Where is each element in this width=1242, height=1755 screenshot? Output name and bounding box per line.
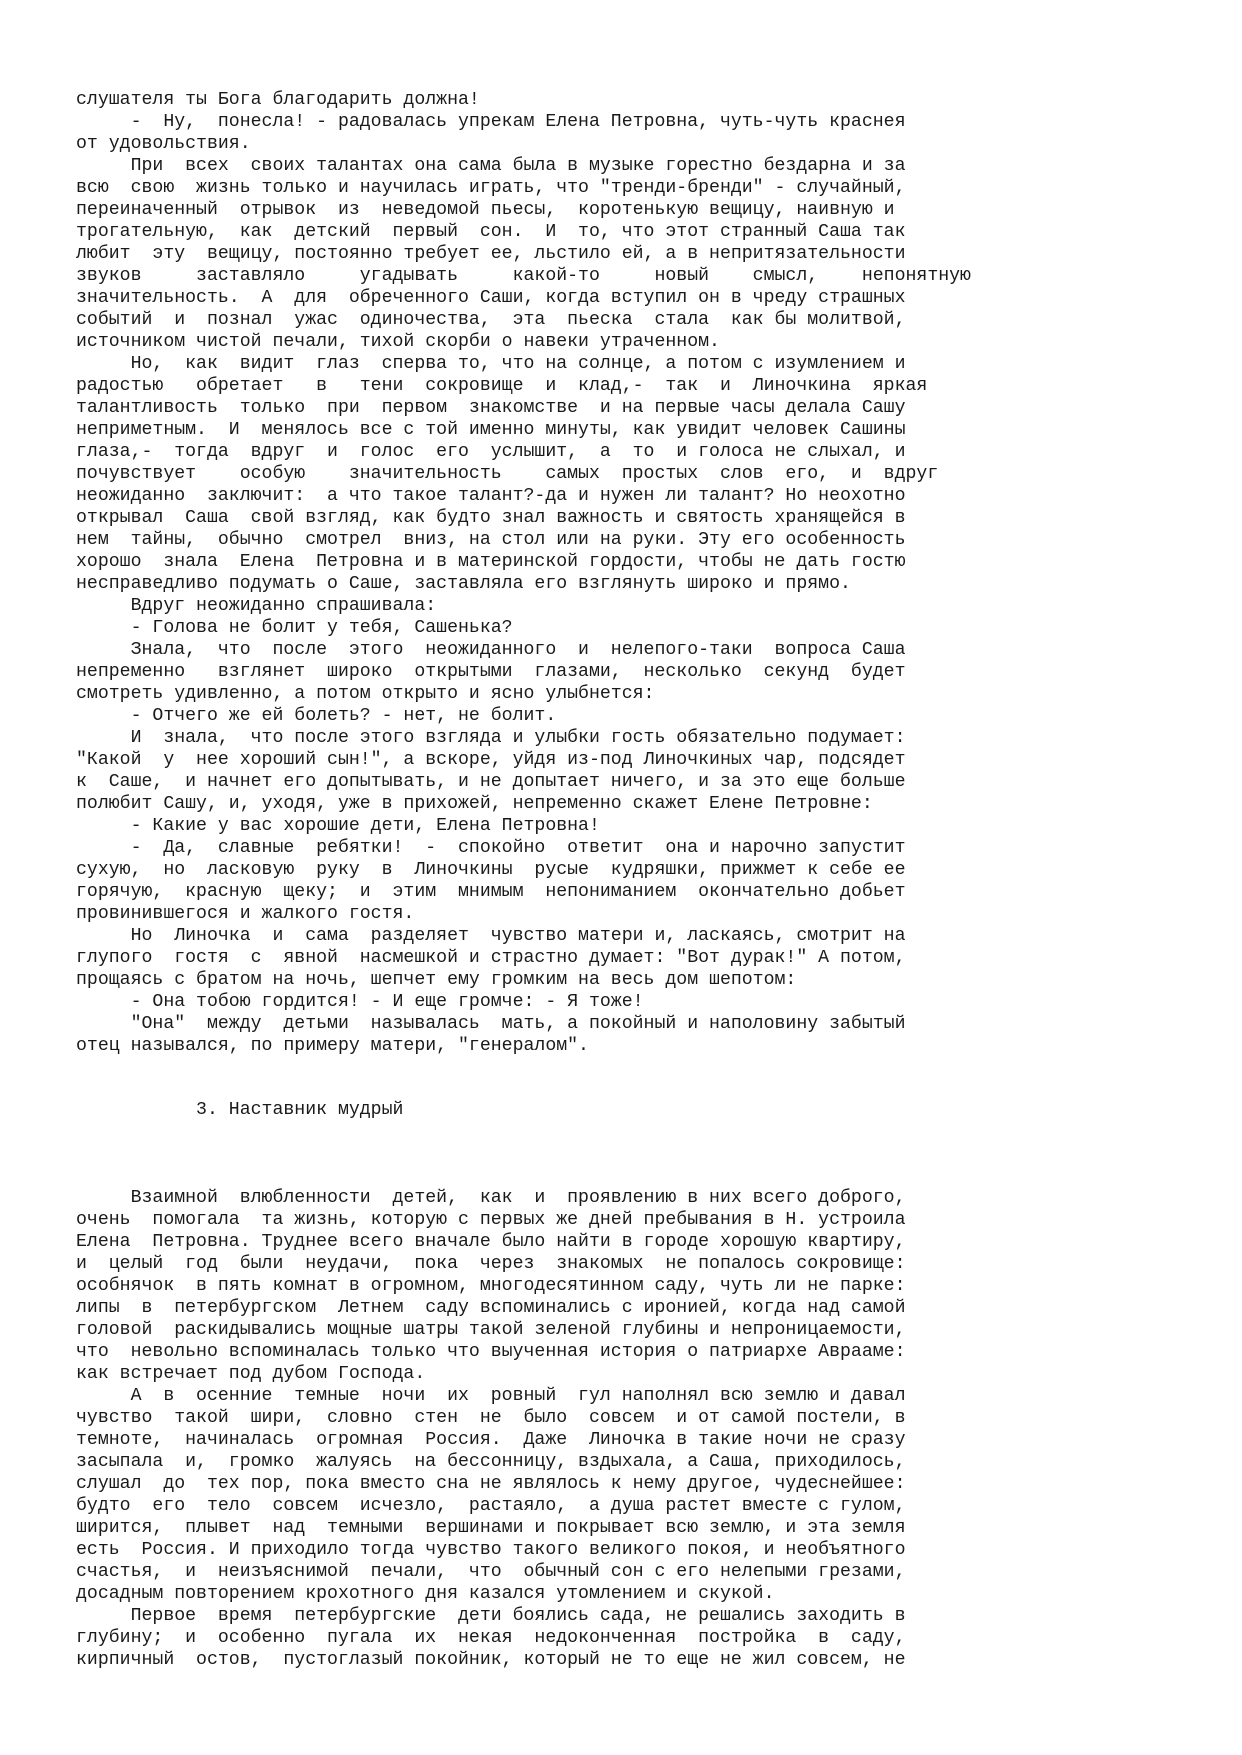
text-line: темноте, начиналась огромная Россия. Даже Линочка в такие ночи не сразу [76, 1430, 906, 1450]
text-line: - Какие у вас хорошие дети, Елена Петровна! [76, 816, 600, 836]
text-line: неожиданно заключит: а что такое талант?-да и нужен ли талант? Но неохотно [76, 486, 906, 506]
text-line: чувство такой шири, словно стен не было совсем и от самой постели, в [76, 1408, 906, 1428]
text-line: что невольно вспоминалась только что выученная история о патриархе Аврааме: [76, 1342, 906, 1362]
text-line: непременно взглянет широко открытыми глазами, несколько секунд будет [76, 662, 906, 682]
text-line: Но Линочка и сама разделяет чувство матери и, ласкаясь, смотрит на [76, 926, 906, 946]
text-line: При всех своих талантах она сама была в музыке горестно бездарна и за [76, 156, 906, 176]
text-line: Знала, что после этого неожиданного и нелепого-таки вопроса Саша [76, 640, 906, 660]
text-line: очень помогала та жизнь, которую с первых же дней пребывания в Н. устроила [76, 1210, 906, 1230]
text-line: всю свою жизнь только и научилась играть, что "тренди-бренди" - случайный, [76, 178, 906, 198]
text-line: событий и познал ужас одиночества, эта пьеска стала как бы молитвой, [76, 310, 906, 330]
text-line: будто его тело совсем исчезло, растаяло, а душа растет вместе с гулом, [76, 1496, 906, 1516]
text-line: открывал Саша свой взгляд, как будто знал важность и святость хранящейся в [76, 508, 906, 528]
text-line: ширится, плывет над темными вершинами и покрывает всю землю, и эта земля [76, 1518, 906, 1538]
text-line: "Какой у нее хороший сын!", а вскоре, уйдя из-под Линочкиных чар, подсядет [76, 750, 906, 770]
text-line: как встречает под дубом Господа. [76, 1364, 426, 1384]
text-line: - Ну, понесла! - радовалась упрекам Елена Петровна, чуть-чуть краснея [76, 112, 906, 132]
text-line: сухую, но ласковую руку в Линочкины русые кудряшки, прижмет к себе ее [76, 860, 906, 880]
text-line: полюбит Сашу, и, уходя, уже в прихожей, непременно скажет Елене Петровне: [76, 794, 873, 814]
text-line: Но, как видит глаз сперва то, что на солнце, а потом с изумлением и [76, 354, 906, 374]
text-line: хорошо знала Елена Петровна и в материнской гордости, чтобы не дать гостю [76, 552, 906, 572]
text-line: смотреть удивленно, а потом открыто и ясно улыбнется: [76, 684, 655, 704]
text-line: слушал до тех пор, пока вместо сна не являлось к нему другое, чудеснейшее: [76, 1474, 906, 1494]
text-line: досадным повторением крохотного дня казался утомлением и скукой. [76, 1584, 775, 1604]
text-line: глубину; и особенно пугала их некая недоконченная постройка в саду, [76, 1628, 906, 1648]
text-line: прощаясь с братом на ночь, шепчет ему громким на весь дом шепотом: [76, 970, 797, 990]
text-line: источником чистой печали, тихой скорби о навеки утраченном. [76, 332, 720, 352]
text-line: к Саше, и начнет его допытывать, и не допытает ничего, и за это еще больше [76, 772, 906, 792]
text-line: любит эту вещицу, постоянно требует ее, льстило ей, а в непритязательности [76, 244, 906, 264]
text-line: счастья, и неизъяснимой печали, что обычный сон с его нелепыми грезами, [76, 1562, 906, 1582]
text-line: неприметным. И менялось все с той именно минуты, как увидит человек Сашины [76, 420, 906, 440]
text-line: почувствует особую значительность самых простых слов его, и вдруг [76, 464, 939, 484]
text-line: - Отчего же ей болеть? - нет, не болит. [76, 706, 557, 726]
text-line: липы в петербургском Летнем саду вспоминались с иронией, когда над самой [76, 1298, 906, 1318]
text-line: кирпичный остов, пустоглазый покойник, который не то еще не жил совсем, не [76, 1650, 906, 1670]
text-line: несправедливо подумать о Саше, заставляла его взглянуть широко и прямо. [76, 574, 851, 594]
text-line: значительность. А для обреченного Саши, когда вступил он в чреду страшных [76, 288, 906, 308]
text-line: звуков заставляло угадывать какой-то новый смысл, непонятную [76, 266, 971, 286]
text-line: А в осенние темные ночи их ровный гул наполнял всю землю и давал [76, 1386, 906, 1406]
text-line: Вдруг неожиданно спрашивала: [76, 596, 437, 616]
text-block-bottom [76, 1187, 1022, 1671]
text-line: головой раскидывались мощные шатры такой зеленой глубины и непроницаемости, [76, 1320, 906, 1340]
text-line: талантливость только при первом знакомстве и на первые часы делала Сашу [76, 398, 906, 418]
text-line: особнячок в пять комнат в огромном, многодесятинном саду, чуть ли не парке: [76, 1276, 906, 1296]
text-line: Елена Петровна. Труднее всего вначале было найти в городе хорошую квартиру, [76, 1232, 906, 1252]
text-line: глаза,- тогда вдруг и голос его услышит, а то и голоса не слыхал, и [76, 442, 906, 462]
text-line: есть Россия. И приходило тогда чувство такого великого покоя, и необъятного [76, 1540, 906, 1560]
text-line: трогательную, как детский первый сон. И то, что этот странный Саша так [76, 222, 906, 242]
text-line: глупого гостя с явной насмешкой и страстно думает: "Вот дурак!" А потом, [76, 948, 906, 968]
text-line: - Она тобою гордится! - И еще громче: - Я тоже! [76, 992, 644, 1012]
text-line: и целый год были неудачи, пока через знакомых не попалось сокровище: [76, 1254, 906, 1274]
text-line: радостью обретает в тени сокровище и клад,- так и Линочкина яркая [76, 376, 928, 396]
text-line: засыпала и, громко жалуясь на бессонницу, вздыхала, а Саша, приходилось, [76, 1452, 906, 1472]
text-line: "Она" между детьми называлась мать, а покойный и наполовину забытый [76, 1014, 906, 1034]
text-line: - Да, славные ребятки! - спокойно ответит она и нарочно запустит [76, 838, 906, 858]
text-line: переиначенный отрывок из неведомой пьесы, коротенькую вещицу, наивную и [76, 200, 895, 220]
text-block-top [76, 89, 1022, 1057]
text-line: - Голова не болит у тебя, Сашенька? [76, 618, 513, 638]
text-line: горячую, красную щеку; и этим мнимым непониманием окончательно добьет [76, 882, 906, 902]
text-line: нем тайны, обычно смотрел вниз, на стол или на руки. Эту его особенность [76, 530, 906, 550]
text-line: слушателя ты Бога благодарить должна! [76, 90, 480, 110]
text-line: провинившегося и жалкого гостя. [76, 904, 415, 924]
chapter-heading: 3. Наставник мудрый [76, 1100, 404, 1120]
text-line: отец назывался, по примеру матери, "генералом". [76, 1036, 589, 1056]
text-line: Взаимной влюбленности детей, как и проявлению в них всего доброго, [76, 1188, 906, 1208]
text-line: И знала, что после этого взгляда и улыбки гость обязательно подумает: [76, 728, 906, 748]
text-line: от удовольствия. [76, 134, 251, 154]
text-line: Первое время петербургские дети боялись сада, не решались заходить в [76, 1606, 906, 1626]
